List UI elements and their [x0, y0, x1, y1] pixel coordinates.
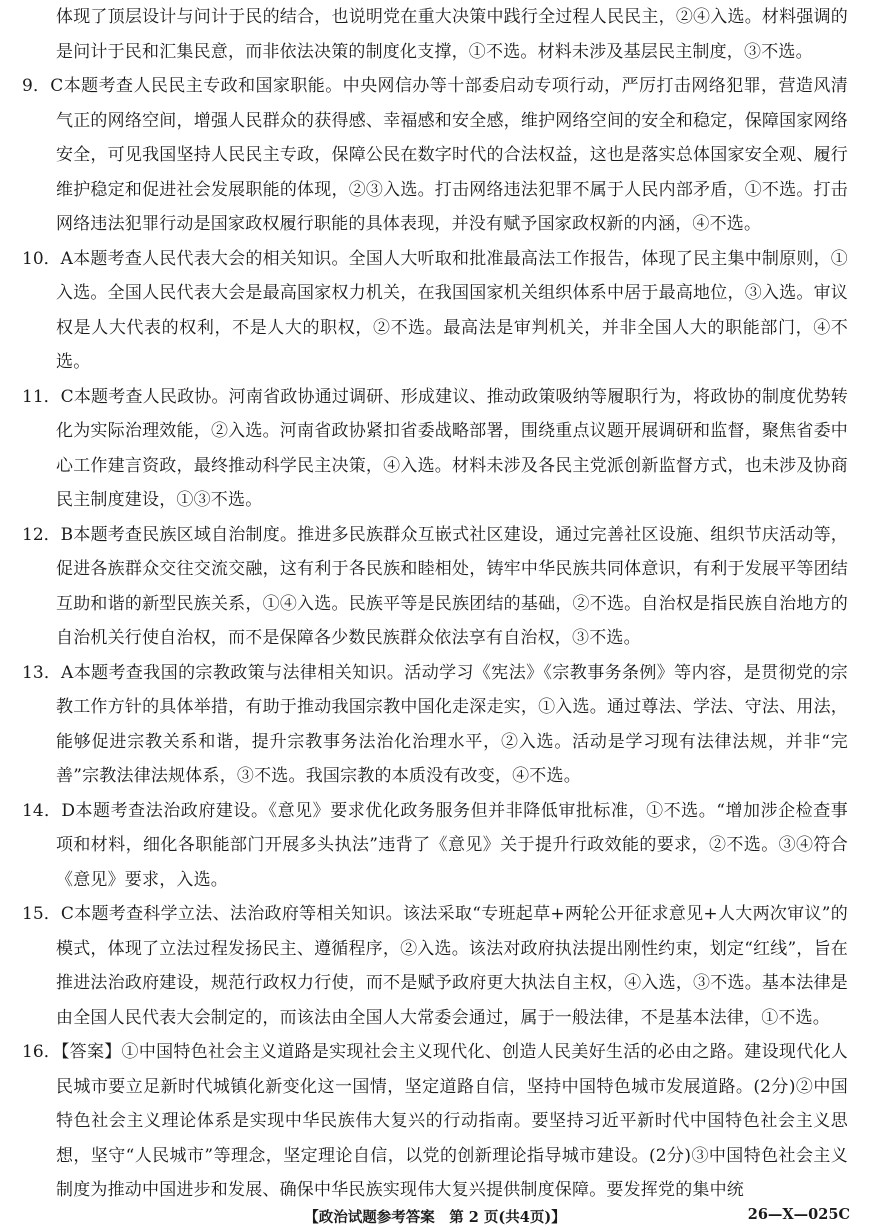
item-text: 【答案】①中国特色社会主义道路是实现社会主义现代化、创造人民美好生活的必由之路。建设现代化人民城市要立足新时代城镇化新变化这一国情，坚定道路自信，坚持中国特色城市发展道路。(2分)②中国特色社会主义理论体系是实现中华民族伟大复兴的行动指南。要坚持习近平新时代中国特色社会主义思想，坚守“人民城市”等理念，坚定理论自信，以党的创新理论指导城市建设。(2分)③中国特色社会主义制度为推动中国进步和发展、确保中华民族实现伟大复兴提供制度保障。要发挥党的集中统 — [56, 1042, 848, 1200]
item-text: D本题考查法治政府建设。《意见》要求优化政务服务但并非降低审批标准，①不选。“增加涉企检查事项和材料，细化各职能部门开展多头执法”违背了《意见》关于提升行政效能的要求，②不选。③④符合《意见》要求，入选。 — [56, 800, 848, 890]
item-number: 16． — [22, 1042, 61, 1062]
answer-item-11 — [0, 380, 870, 518]
item-text: C本题考查人民民主专政和国家职能。中央网信办等十部委启动专项行动，严厉打击网络犯罪，营造风清气正的网络空间，增强人民群众的获得感、幸福感和安全感，维护网络空间的安全和稳定，保障国家网络安全，可见我国坚持人民民主专政，保障公民在数字时代的合法权益，这也是落实总体国家安全观、履行维护稳定和促进社会发展职能的体现，②③入选。打击网络违法犯罪不属于人民内部矛盾，①不选。打击网络违法犯罪行动是国家政权履行职能的具体表现，并没有赋予国家政权新的内涵，④不选。 — [50, 76, 848, 234]
item-text: B本题考查民族区域自治制度。推进多民族群众互嵌式社区建设，通过完善社区设施、组织节庆活动等，促进各族群众交往交流交融，这有利于各民族和睦相处，铸牢中华民族共同体意识，有利于发展平等团结互助和谐的新型民族关系，①④入选。民族平等是民族团结的基础，②不选。自治权是指民族自治地方的自治机关行使自治权，而不是保障各少数民族群众依法享有自治权，③不选。 — [56, 524, 848, 648]
item-number: 9． — [22, 76, 51, 96]
page-footer — [0, 1200, 870, 1230]
answer-item-14 — [0, 794, 870, 898]
item-text: A本题考查人民代表大会的相关知识。全国人大听取和批准最高法工作报告，体现了民主集中制原则，①入选。全国人民代表大会是最高国家权力机关，在我国国家机关组织体系中居于最高地位，③入选。审议权是人大代表的权利，不是人大的职权，②不选。最高法是审判机关，并非全国人大的职能部门，④不选。 — [56, 248, 848, 372]
answer-item-13 — [0, 656, 870, 794]
item-number: 10． — [22, 248, 61, 269]
item-number: 13． — [22, 662, 62, 683]
item-text: A本题考查我国的宗教政策与法律相关知识。活动学习《宪法》《宗教事务条例》等内容，是贯彻党的宗教工作方针的具体举措，有助于推动我国宗教中国化走深走实，①入选。通过尊法、学法、守法、用法，能够促进宗教关系和谐，提升宗教事务法治化治理水平，②入选。活动是学习现有法律法规，并非“完善”宗教法律法规体系，③不选。我国宗教的本质没有改变，④不选。 — [56, 662, 848, 786]
answer-item-12 — [0, 518, 870, 656]
answer-item-10 — [0, 242, 870, 380]
item-number: 12． — [22, 524, 61, 545]
answer-item-9 — [0, 69, 870, 242]
footer-page-label: 【政治试题参考答案 第 2 页(共4页)】 — [304, 1209, 566, 1226]
footer-doc-code: 26—X—025C — [747, 1206, 850, 1223]
continuation-paragraph: 体现了顶层设计与问计于民的结合，也说明党在重大决策中践行全过程人民民主，②④入选。材料强调的是问计于民和汇集民意，而非依法决策的制度化支撑，①不选。材料未涉及基层民主制度，③不选。 — [56, 7, 848, 62]
item-number: 14． — [22, 800, 62, 821]
item-number: 15． — [22, 904, 61, 924]
answer-item-15 — [0, 897, 870, 1035]
item-text: C本题考查科学立法、法治政府等相关知识。该法采取“专班起草+两轮公开征求意见+人大两次审议”的模式，体现了立法过程发扬民主、遵循程序，②入选。该法对政府执法提出刚性约束，划定“红线”，旨在推进法治政府建设，规范行政权力行使，而不是赋予政府更大执法自主权，④入选，③不选。基本法律是由全国人民代表大会制定的，而该法由全国人大常委会通过，属于一般法律，不是基本法律，①不选。 — [56, 904, 848, 1028]
item-number: 11． — [22, 386, 61, 407]
answer-item-16 — [0, 1035, 870, 1208]
item-text: C本题考查人民政协。河南省政协通过调研、形成建议、推动政策吸纳等履职行为，将政协的制度优势转化为实际治理效能，②入选。河南省政协紧扣省委战略部署，围绕重点议题开展调研和监督，聚焦省委中心工作建言资政，最终推动科学民主决策，④入选。材料未涉及各民主党派创新监督方式，也未涉及协商民主制度建设，①③不选。 — [56, 386, 848, 510]
